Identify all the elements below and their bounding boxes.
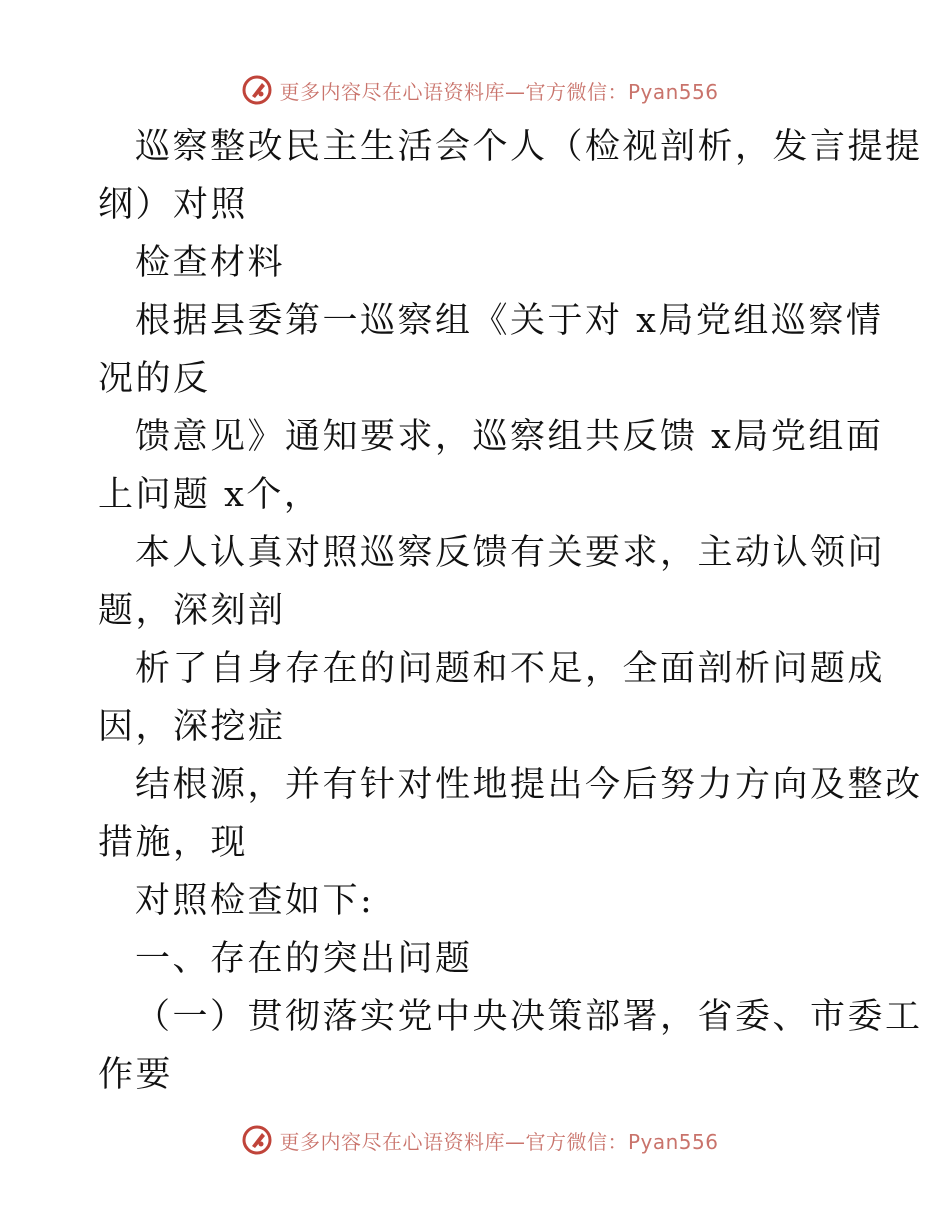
subtitle-line: 检查材料 [135, 243, 286, 283]
paragraph-line: 因，深挖症 [98, 707, 286, 747]
paragraph-line: 析了自身存在的问题和不足，全面剖析问题成 [135, 649, 886, 689]
watermark-footer [0, 1120, 950, 1160]
title-line: 巡察整改民主生活会个人（检视剖析，发言提提 [135, 127, 923, 167]
pen-logo-icon [241, 1124, 273, 1156]
pen-logo-icon [241, 74, 273, 106]
paragraph-line: 措施，现 [98, 823, 249, 863]
paragraph-line: 结根源，并有针对性地提出今后努力方向及整改 [135, 765, 923, 805]
section-heading: 一、存在的突出问题 [135, 939, 473, 979]
watermark-text: 更多内容尽在心语资料库—官方微信：Pyan556 [279, 79, 719, 104]
paragraph-line: 馈意见》通知要求，巡察组共反馈 x局党组面 [135, 417, 884, 457]
paragraph-line: 本人认真对照巡察反馈有关要求，主动认领问 [135, 533, 886, 573]
watermark-text: 更多内容尽在心语资料库—官方微信：Pyan556 [279, 1129, 719, 1154]
paragraph-line: 况的反 [98, 359, 211, 399]
watermark-header [0, 70, 950, 110]
subsection-heading: （一）贯彻落实党中央决策部署，省委、市委工 [135, 997, 923, 1037]
subsection-heading: 作要 [98, 1055, 174, 1095]
title-line: 纲）对照 [98, 185, 249, 225]
paragraph-line: 题，深刻剖 [98, 591, 286, 631]
document-body [98, 118, 923, 1104]
paragraph-line: 对照检查如下: [135, 881, 375, 921]
paragraph-line: 上问题 x个， [98, 475, 322, 515]
paragraph-line: 根据县委第一巡察组《关于对 x局党组巡察情 [135, 301, 884, 341]
